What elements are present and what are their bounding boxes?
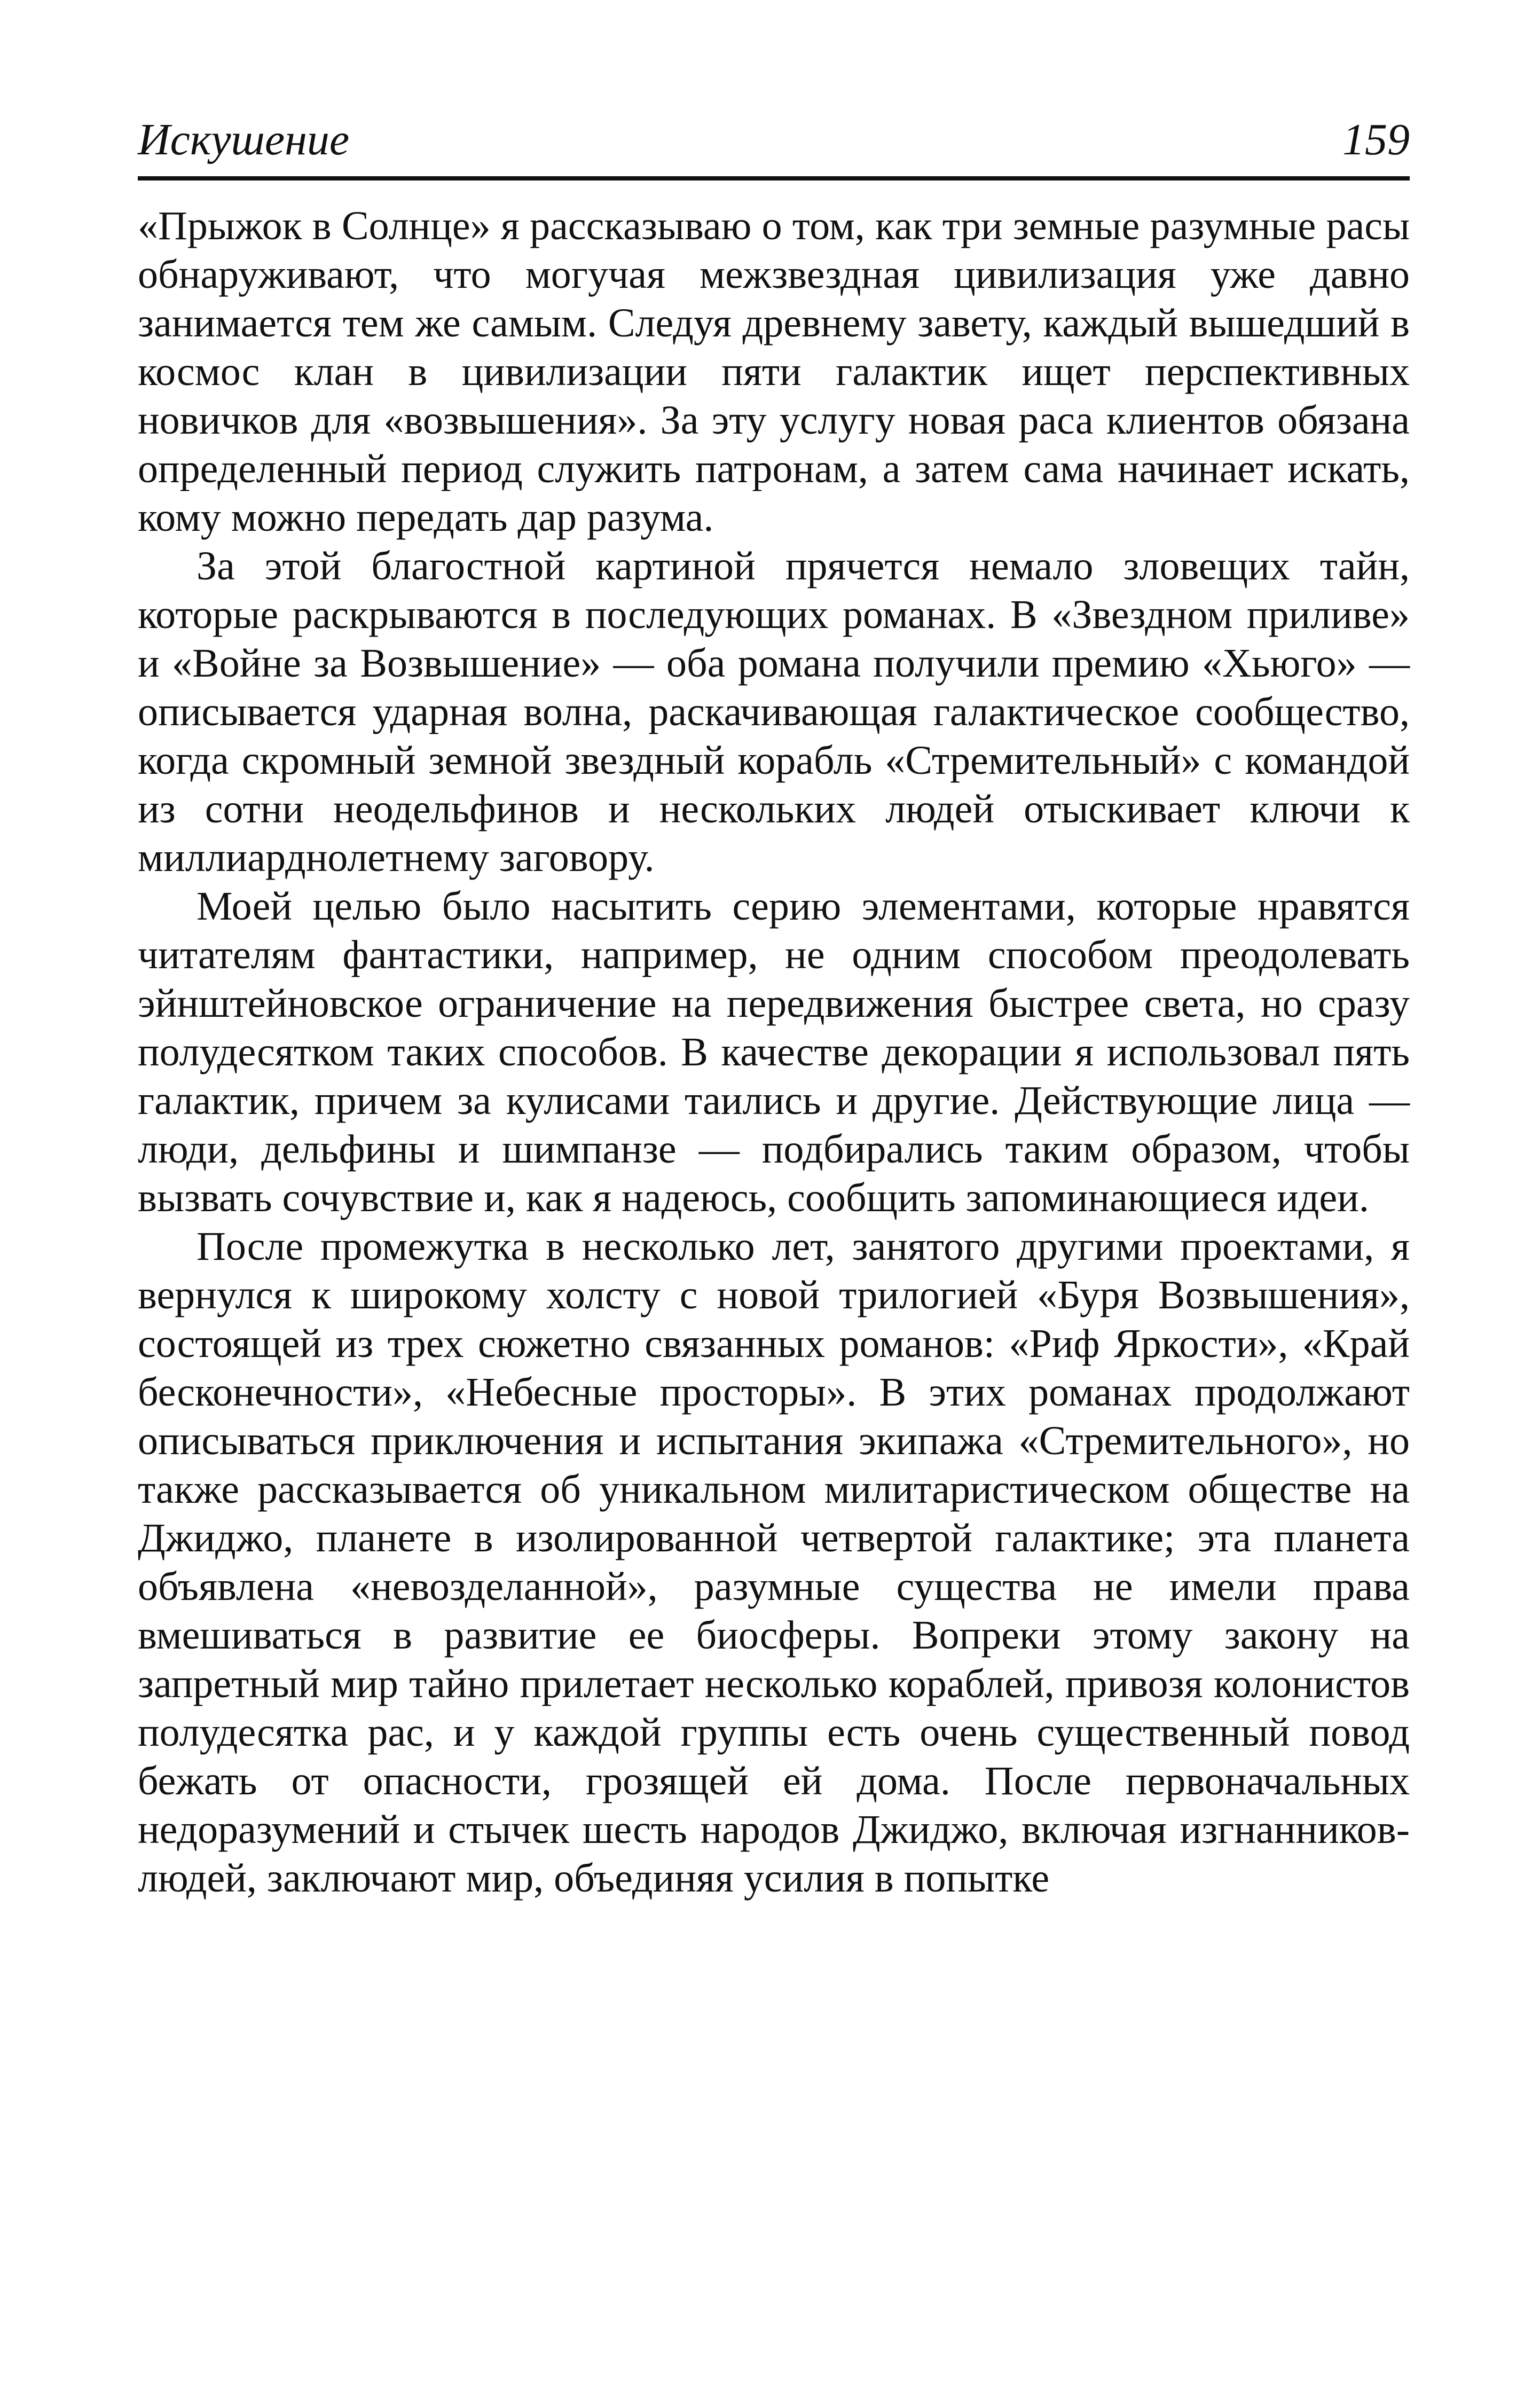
paragraph: После промежутка в несколько лет, занятого другими проектами, я вернулся к широкому холсту с новой трилогией «Буря Возвышения», состоящей из трех сюжетно связанных романов: «Риф Яркости», «Край бесконечности», «Небесные просторы». В этих романах продолжают описываться приключения и испытания экипажа «Стремительного», но также рассказывается об уникальном милитаристическом обществе на Джиджо, планете в изолированной четвертой галактике; эта планета объявлена «невозделанной», разумные существа не имели права вмешиваться в развитие ее биосферы. Вопреки этому закону на запретный мир тайно прилетает несколько кораблей, привозя колонистов полудесятка рас, и у каждой группы есть очень существенный повод бежать от опасности, грозящей ей дома. После первоначальных недоразумений и стычек шесть народов Джиджо, включая изгнанников-людей, заключают мир, объединяя усилия в попытке	[138, 1224, 1410, 1901]
paragraph: «Прыжок в Солнце» я рассказываю о том, как три земные разумные расы обнаруживают, что могучая межзвездная цивилизация уже давно занимается тем же самым. Следуя древнему завету, каждый вышедший в космос клан в цивилизации пяти галактик ищет перспективных новичков для «возвышения». За эту услугу новая раса клиентов обязана определенный период служить патронам, а затем сама начинает искать, кому можно передать дар разума.	[138, 203, 1410, 540]
body-text	[138, 202, 1410, 1903]
header-rule	[138, 176, 1410, 181]
page-number: 159	[1342, 115, 1410, 164]
paragraph: За этой благостной картиной прячется немало зловещих тайн, которые раскрываются в последующих романах. В «Звездном приливе» и «Войне за Возвышение» — оба романа получили премию «Хьюго» — описывается ударная волна, раскачивающая галактическое сообщество, когда скромный земной звездный корабль «Стремительный» с командой из сотни неодельфинов и нескольких людей отыскивает ключи к миллиарднолетнему заговору.	[138, 544, 1410, 880]
book-page	[138, 112, 1410, 1903]
running-title: Искушение	[138, 115, 350, 164]
running-head	[138, 112, 1410, 176]
paragraph: Моей целью было насытить серию элементами, которые нравятся читателям фантастики, например, не одним способом преодолевать эйнштейновское ограничение на передвижения быстрее света, но сразу полудесятком таких способов. В качестве декорации я использовал пять галактик, причем за кулисами таились и другие. Действующие лица — люди, дельфины и шимпанзе — подбирались таким образом, чтобы вызвать сочувствие и, как я надеюсь, сообщить запоминающиеся идеи.	[138, 884, 1410, 1220]
